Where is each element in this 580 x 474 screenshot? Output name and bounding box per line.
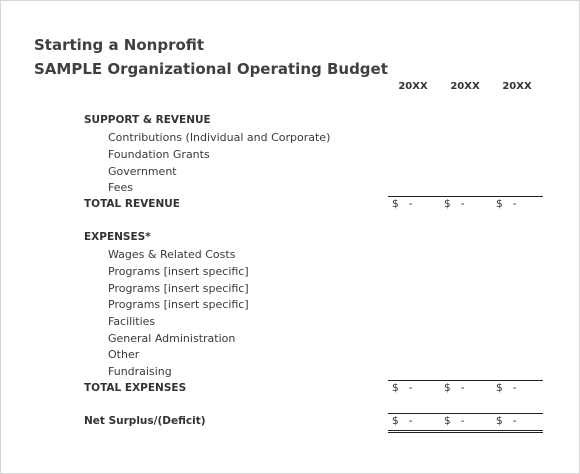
line-item: Fundraising [108, 365, 172, 378]
line-item: Programs [insert specific] [108, 265, 249, 278]
line-item: Contributions (Individual and Corporate) [108, 131, 331, 144]
total-revenue-year-2: $ - [444, 198, 465, 210]
section-heading-support-revenue: SUPPORT & REVENUE [84, 114, 211, 126]
total-expenses-label: TOTAL EXPENSES [84, 382, 187, 394]
year-column-1: 20XX [398, 81, 428, 92]
total-expenses-year-1: $ - [392, 382, 413, 394]
line-item: General Administration [108, 332, 236, 345]
net-surplus-label: Net Surplus/(Deficit) [84, 415, 206, 427]
line-item: Other [108, 348, 140, 361]
section-heading-expenses: EXPENSES* [84, 231, 151, 243]
net-surplus-top-rule [388, 413, 543, 414]
net-surplus-year-1: $ - [392, 415, 413, 427]
net-surplus-year-3: $ - [496, 415, 517, 427]
line-item: Wages & Related Costs [108, 248, 236, 261]
line-item: Foundation Grants [108, 148, 210, 161]
total-expenses-year-3: $ - [496, 382, 517, 394]
line-item: Programs [insert specific] [108, 282, 249, 295]
line-item: Government [108, 165, 177, 178]
document-subtitle: SAMPLE Organizational Operating Budget [34, 60, 388, 78]
total-revenue-year-1: $ - [392, 198, 413, 210]
total-revenue-year-3: $ - [496, 198, 517, 210]
document-title: Starting a Nonprofit [34, 36, 205, 54]
total-revenue-label: TOTAL REVENUE [84, 198, 180, 210]
line-item: Fees [108, 181, 133, 194]
line-item: Facilities [108, 315, 156, 328]
line-item: Programs [insert specific] [108, 298, 249, 311]
total-revenue-rule [388, 196, 543, 197]
total-expenses-year-2: $ - [444, 382, 465, 394]
year-column-3: 20XX [502, 81, 532, 92]
year-column-2: 20XX [450, 81, 480, 92]
net-surplus-double-rule-2 [388, 432, 543, 433]
net-surplus-year-2: $ - [444, 415, 465, 427]
total-expenses-rule [388, 380, 543, 381]
net-surplus-double-rule-1 [388, 430, 543, 431]
